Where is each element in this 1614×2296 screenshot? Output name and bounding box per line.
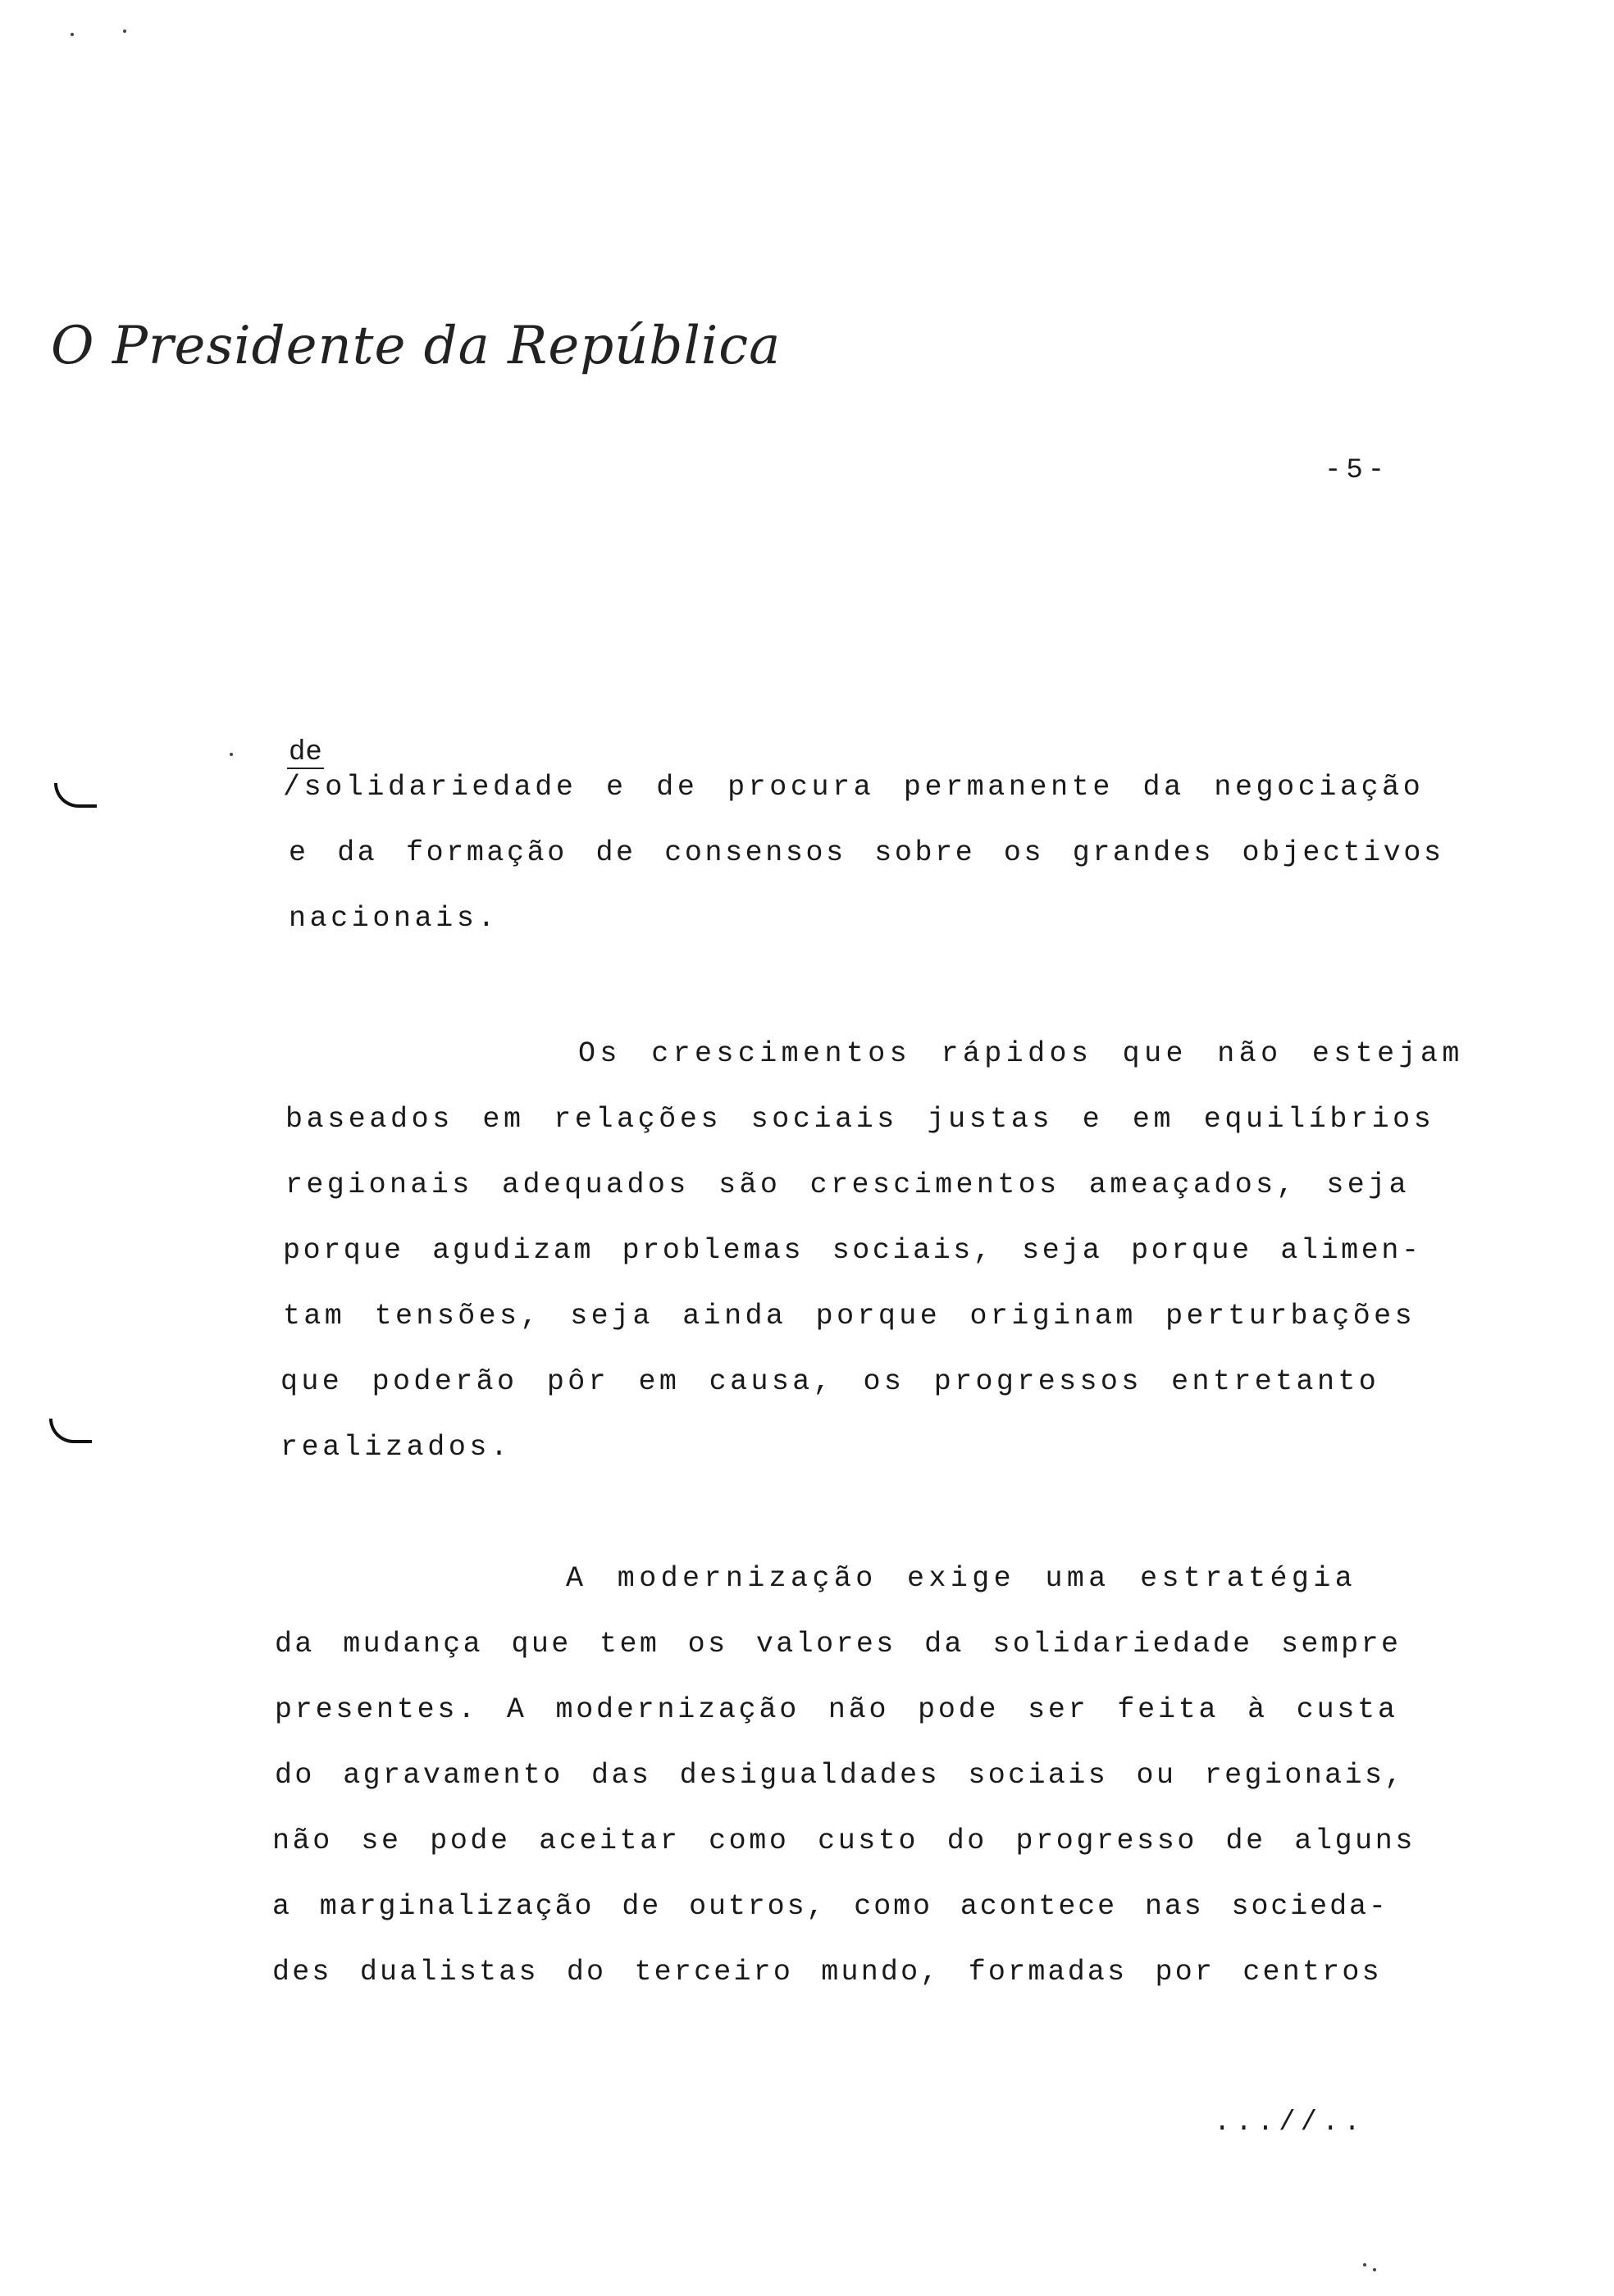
text-line: A modernização exige uma estratégia xyxy=(566,1562,1357,1595)
text-line: a marginalização de outros, como acontece nas socieda- xyxy=(272,1890,1388,1923)
text-line: des dualistas do terceiro mundo, formadas por centros xyxy=(272,1956,1382,1988)
text-line: porque agudizam problemas sociais, seja porque alimen- xyxy=(283,1234,1422,1267)
text-line: do agravamento das desigualdades sociais ou regionais, xyxy=(275,1759,1405,1792)
scan-speck xyxy=(230,753,233,756)
continuation-mark: ...//.. xyxy=(1214,2107,1366,2139)
text-line: Os crescimentos rápidos que não estejam xyxy=(578,1037,1464,1070)
margin-check-mark xyxy=(49,1419,92,1443)
text-line: tam tensões, seja ainda porque originam perturbações xyxy=(283,1300,1416,1332)
text-line: e da formação de consensos sobre os grandes objectivos xyxy=(289,836,1444,869)
text-line: presentes. A modernização não pode ser feita à custa xyxy=(275,1693,1398,1726)
letterhead-title: O Presidente da República xyxy=(51,316,782,376)
scan-speck xyxy=(123,30,126,33)
text-line: regionais adequados são crescimentos ameaçados, seja xyxy=(285,1168,1410,1201)
text-line: realizados. xyxy=(280,1431,512,1464)
text-line: /solidariedade e de procura permanente da negociação xyxy=(283,771,1425,804)
page-number: -5- xyxy=(1324,455,1390,486)
text-line: não se pode aceitar como custo do progresso de alguns xyxy=(272,1824,1416,1857)
scan-speck xyxy=(71,33,74,36)
scan-speck xyxy=(1373,2268,1376,2271)
handwritten-insertion: de xyxy=(289,737,322,768)
text-line: nacionais. xyxy=(289,902,499,935)
margin-check-mark xyxy=(54,783,97,808)
text-line: que poderão pôr em causa, os progressos entretanto xyxy=(280,1365,1380,1398)
scan-speck xyxy=(1363,2263,1366,2266)
text-line: baseados em relações sociais justas e em equilíbrios xyxy=(285,1103,1435,1136)
text-line: da mudança que tem os valores da solidariedade sempre xyxy=(275,1628,1402,1660)
